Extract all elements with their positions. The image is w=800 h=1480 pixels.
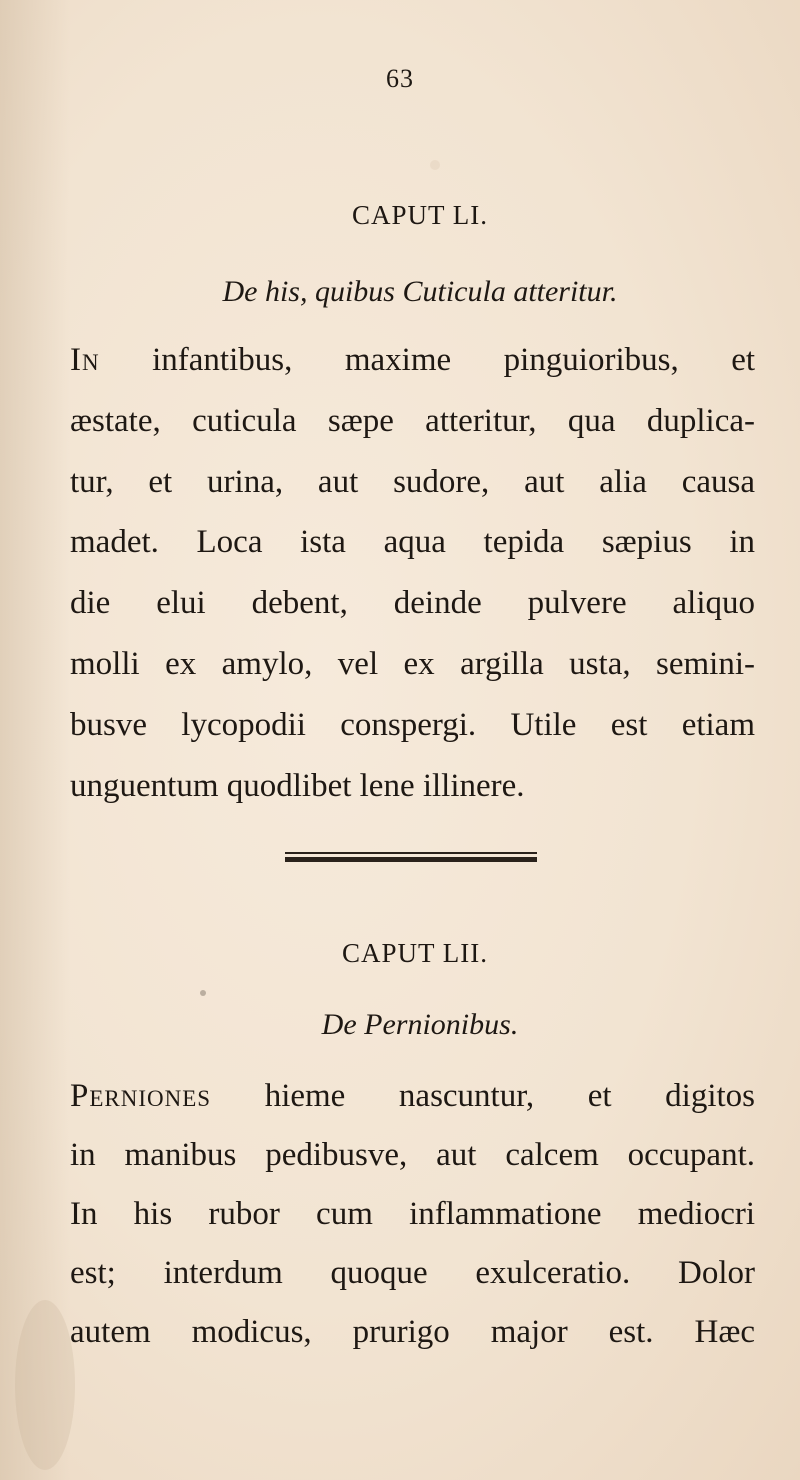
chapter-subtitle: De Pernionibus. (321, 1008, 519, 1041)
text-line: In his rubor cum inflammatione mediocri (70, 1196, 755, 1232)
chapter-subtitle: De his, quibus Cuticula atteritur. (222, 275, 618, 308)
text-line (70, 1067, 755, 1126)
text-line: tur, et urina, aut sudore, aut alia causa (70, 463, 755, 500)
text-line: molli ex amylo, vel ex argilla usta, semini- (70, 645, 755, 682)
section-divider (285, 852, 537, 866)
text-line: madet. Loca ista aqua tepida sæpius in (70, 524, 755, 561)
paper-stain (15, 1300, 75, 1470)
page-number: 63 (386, 64, 414, 93)
text-line: in manibus pedibusve, aut calcem occupant. (70, 1137, 755, 1173)
paper-spot (200, 990, 206, 996)
lead-word: Perniones (70, 1078, 212, 1114)
line-text: hieme nascuntur, et digitos (264, 1078, 755, 1114)
chapter-heading: CAPUT LI. (351, 200, 488, 230)
chapter-heading: CAPUT LII. (341, 938, 488, 968)
text-line: die elui debent, deinde pulvere aliquo (70, 585, 755, 622)
text-line: æstate, cuticula sæpe atteritur, qua duplica- (70, 402, 755, 439)
text-line (70, 330, 755, 391)
text-line: unguentum quodlibet lene illinere. (70, 767, 525, 804)
text-line: busve lycopodii conspergi. Utile est etiam (70, 706, 755, 743)
text-line: est; interdum quoque exulceratio. Dolor (70, 1255, 755, 1291)
chapter-paragraph (70, 330, 755, 816)
divider-thin-line (285, 852, 537, 854)
text-line: autem modicus, prurigo major est. Hæc (70, 1314, 755, 1350)
lead-word: In (70, 342, 100, 378)
chapter-paragraph (70, 1067, 755, 1362)
paper-spot (430, 160, 440, 170)
divider-thick-line (285, 857, 537, 862)
line-text: infantibus, maxime pinguioribus, et (152, 342, 756, 378)
